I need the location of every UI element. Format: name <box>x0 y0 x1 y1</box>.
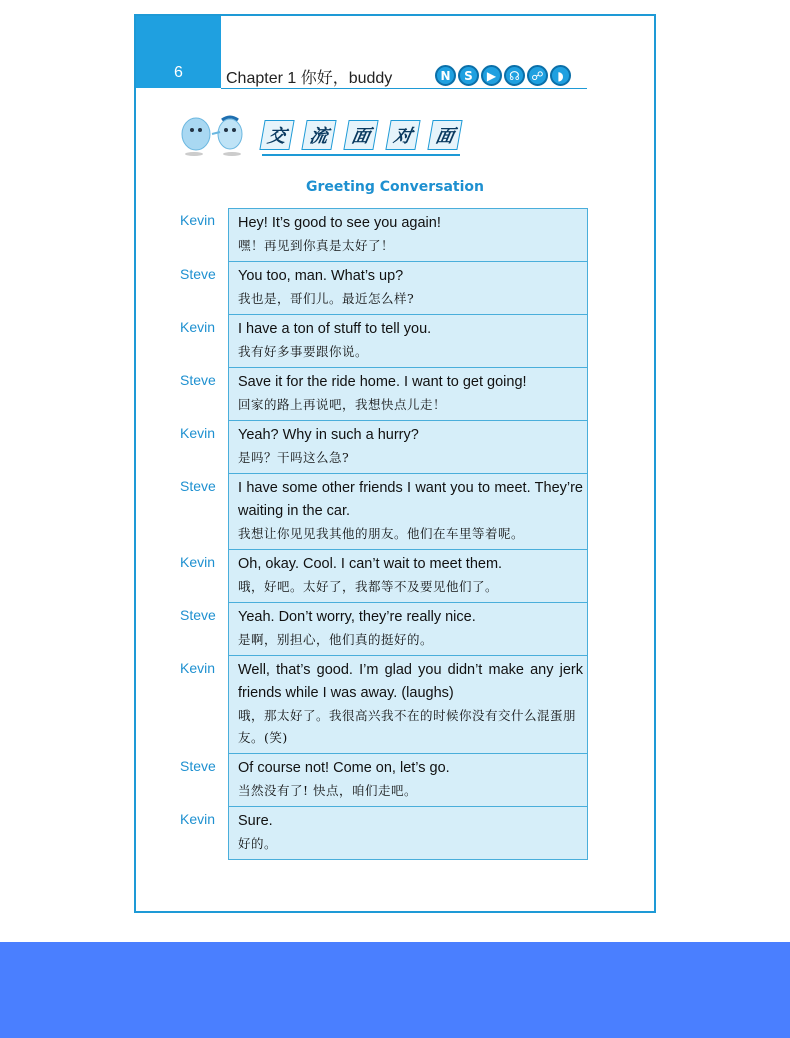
page-number: 6 <box>174 64 183 81</box>
english-line: Yeah? Why in such a hurry? <box>238 427 419 443</box>
dialogue-row <box>136 262 654 315</box>
english-line: I have some other friends I want you to meet. They’re waiting in the car. <box>238 480 583 519</box>
headphone-icon: ☊ <box>504 65 525 86</box>
chinese-line: 哦，那太好了。我很高兴我不在的时候你没有交什么混蛋朋友。(笑) <box>238 708 577 745</box>
n-badge-icon: N <box>435 65 456 86</box>
dialogue-row <box>136 368 654 421</box>
line-box <box>228 656 588 754</box>
book-page <box>134 14 656 913</box>
line-box <box>228 208 588 262</box>
line-box <box>228 262 588 315</box>
line-box <box>228 474 588 550</box>
banner-char: 交 <box>259 120 294 150</box>
dialogue-row <box>136 754 654 807</box>
speaker-label: Steve <box>180 758 216 774</box>
chinese-line: 嘿！再见到你真是太好了！ <box>238 238 395 253</box>
english-line: Yeah. Don’t worry, they’re really nice. <box>238 609 476 625</box>
speaker-label: Steve <box>180 607 216 623</box>
english-line: You too, man. What’s up? <box>238 268 404 284</box>
s-badge-icon: S <box>458 65 479 86</box>
dialogue-row <box>136 421 654 474</box>
english-line: Sure. <box>238 813 273 829</box>
dialogue-table <box>136 208 654 860</box>
dialogue-row <box>136 656 654 754</box>
speaker-label: Kevin <box>180 425 216 441</box>
section-subtitle: Greeting Conversation <box>306 179 484 195</box>
banner-char: 对 <box>385 120 420 150</box>
chapter-title: Chapter 1 你好，buddy <box>226 70 393 87</box>
header-rule <box>221 88 587 89</box>
dialogue-row <box>136 603 654 656</box>
line-box <box>228 421 588 474</box>
speaker-label: Kevin <box>180 319 216 335</box>
page-number-block <box>136 16 221 88</box>
chinese-line: 我也是，哥们儿。最近怎么样? <box>238 291 415 306</box>
english-line: Save it for the ride home. I want to get going! <box>238 374 527 390</box>
chinese-line: 是吗？干吗这么急? <box>238 450 350 465</box>
speaker-label: Kevin <box>180 660 216 676</box>
dialogue-row <box>136 208 654 262</box>
speaker-label: Steve <box>180 266 216 282</box>
english-line: Well, that’s good. I’m glad you didn’t make any jerk friends while I was away. (laughs) <box>238 662 583 701</box>
dialogue-row <box>136 550 654 603</box>
dialogue-row <box>136 315 654 368</box>
speaker-label: Kevin <box>180 554 216 570</box>
speaker-label: Kevin <box>180 811 216 827</box>
audio-icon: ◗ <box>550 65 571 86</box>
line-box <box>228 603 588 656</box>
chinese-line: 当然没有了! 快点，咱们走吧。 <box>238 783 417 798</box>
english-line: Of course not! Come on, let’s go. <box>238 760 450 776</box>
english-line: Hey! It’s good to see you again! <box>238 215 441 231</box>
line-box <box>228 368 588 421</box>
dialogue-row <box>136 474 654 550</box>
dialogue-row <box>136 807 654 860</box>
speaker-label: Steve <box>180 478 216 494</box>
english-line: I have a ton of stuff to tell you. <box>238 321 432 337</box>
line-box <box>228 807 588 860</box>
chinese-line: 哦，好吧。太好了，我都等不及要见他们了。 <box>238 579 499 594</box>
chinese-line: 回家的路上再说吧，我想快点儿走！ <box>238 397 447 412</box>
mascot-illustration <box>180 112 254 158</box>
english-line: Oh, okay. Cool. I can’t wait to meet them. <box>238 556 503 572</box>
skill-icons <box>435 65 571 86</box>
banner-char: 面 <box>343 120 378 150</box>
chinese-line: 好的。 <box>238 836 278 851</box>
banner-char: 面 <box>427 120 462 150</box>
banner-char: 流 <box>301 120 336 150</box>
footer-band <box>0 942 790 1038</box>
line-box <box>228 315 588 368</box>
section-banner <box>262 120 460 150</box>
banner-underline <box>262 154 460 156</box>
line-box <box>228 550 588 603</box>
line-box <box>228 754 588 807</box>
chinese-line: 我有好多事要跟你说。 <box>238 344 369 359</box>
speaker-label: Kevin <box>180 212 216 228</box>
chinese-line: 我想让你见见我其他的朋友。他们在车里等着呢。 <box>238 526 525 541</box>
chinese-line: 是啊，别担心，他们真的挺好的。 <box>238 632 434 647</box>
chat-icon: ☍ <box>527 65 548 86</box>
speaker-label: Steve <box>180 372 216 388</box>
play-icon: ▶ <box>481 65 502 86</box>
